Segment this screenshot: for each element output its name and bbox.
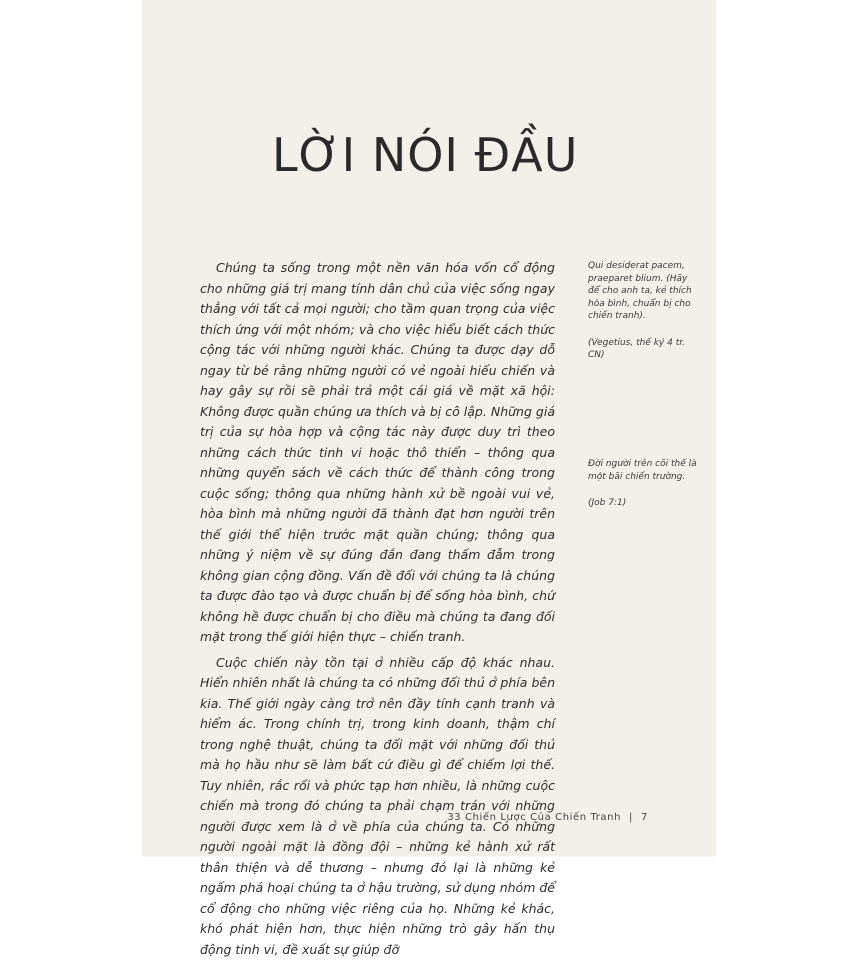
sidenote-2 <box>588 458 700 510</box>
sidenote-source: (Job 7:1) <box>588 498 627 508</box>
page-title: LỜI NÓI ĐẦU <box>272 128 579 182</box>
page-number: 7 <box>641 812 648 823</box>
paragraph-1: Chúng ta sống trong một nền văn hóa vốn cổ động cho những giá trị mang tính dân chủ của việc sống ngay thẳng với tất cả mọi người; cho tầm quan trọng của việc thích ứng với một nhóm; và cho việc hiểu biết cách thức cộng tác với những người khác. Chúng ta được dạy dỗ ngay từ bé rằng những người có vẻ ngoài hiếu chiến và hay gây sự rồi sẽ phải trả một cái giá về mặt xã hội: Không được quần chúng ưa thích và bị cô lập. Những giá trị của sự hòa hợp và cộng tác này được duy trì theo những cách thức tinh vi hoặc thô thiển – thông qua những quyển sách về cách thức để thành công trong cuộc sống; thông qua những hành xử bề ngoài vui vẻ, hòa bình mà những người đã thành đạt hơn người trên thế giới thể hiện trước mặt quần chúng; thông qua những ý niệm về sự đúng đắn đang thấm đẫm trong không gian cộng đồng. Vấn đề đối với chúng ta là chúng ta được đào tạo và được chuẩn bị để sống hòa bình, chứ không hề được chuẩn bị cho điều mà chúng ta đang đối mặt trong thế giới hiện thực – chiến tranh. <box>200 260 555 644</box>
sidenote-quote: Đời người trên cõi thế là một bãi chiến trường. <box>588 459 697 482</box>
paragraph-2: Cuộc chiến này tồn tại ở nhiều cấp độ khác nhau. Hiển nhiên nhất là chúng ta có những đối thủ ở phía bên kia. Thế giới ngày càng trở nên đầy tính cạnh tranh và hiểm ác. Trong chính trị, trong kinh doanh, thậm chí trong nghệ thuật, chúng ta đối mặt với những đối thủ mà họ hầu như sẽ làm bất cứ điều gì để chiếm lợi thế. Tuy nhiên, rắc rối và phức tạp hơn nhiều, là những cuộc chiến mà trong đó chúng ta phải chạm trán với những người được xem là ở về phía của chúng ta. Có những người ngoài mặt là đồng đội – những kẻ hành xử rất thân thiện và dễ thương – nhưng đó lại là những kẻ ngấm phá hoại chúng ta ở hậu trường, sử dụng nhóm để cổ động cho những việc riêng của họ. Những kẻ khác, khó phát hiện hơn, thực hiện những trò gây hấn thụ động tinh vi, đề xuất sự giúp đỡ <box>200 654 555 957</box>
footer-book-title: 33 Chiến Lược Của Chiến Tranh <box>447 812 622 823</box>
footer-separator: | <box>629 812 634 823</box>
sidenote-quote: Qui desiderat pacem, praeparet blium. (Hãy để cho anh ta, kẻ thích hòa bình, chuẩn bị cho chiến tranh). <box>588 261 692 321</box>
sidenote-source: (Vegetius, thế kỷ 4 tr. CN) <box>588 337 685 360</box>
page-footer <box>447 812 648 823</box>
book-page <box>142 0 716 957</box>
body-text <box>200 258 555 965</box>
sidenote-1 <box>588 260 700 362</box>
